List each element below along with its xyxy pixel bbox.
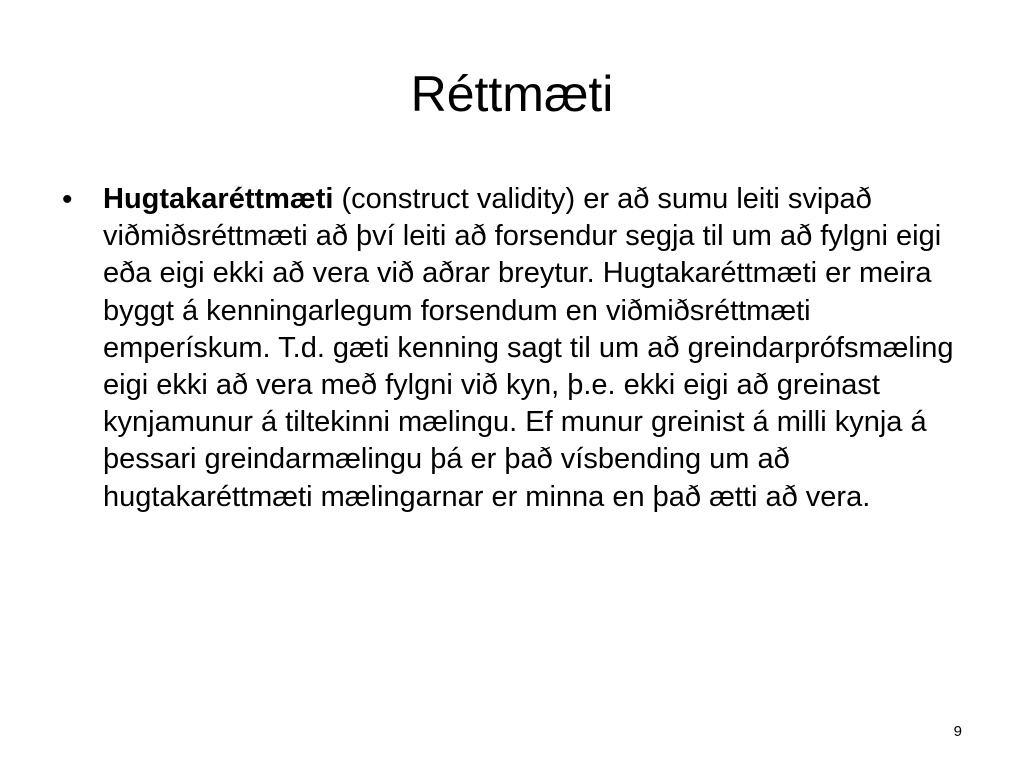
bullet-gloss: (construct validity) er að sumu	[333, 183, 737, 215]
bullet-body: leiti svipað viðmiðsréttmæti að því leiti að forsendur segja til um að fylgni eigi eða eigi ekki að vera við aðrar breytur. Hugtakaréttmæti er meira byggt á kenningarlegum forsendum en viðmiðsréttmæti emperískum. T.d. gæti kenning sagt til um að greindarprófsmæling eigi ekki að vera með fylgni við kyn, þ.e. ekki eigi að greinast kynjamunur á tiltekinni mælingu. Ef munur greinist á milli kynja á þessari greindarmælingu þá er það vísbending um að hugtakaréttmæti mælingarnar er minna en það ætti að vera.	[103, 183, 954, 513]
page-number: 9	[953, 723, 962, 740]
bullet-text	[103, 181, 958, 516]
slide-body	[60, 181, 960, 516]
bullet-term: Hugtakaréttmæti	[103, 183, 334, 215]
bullet-icon: •	[62, 183, 73, 216]
bullet-item	[60, 181, 960, 516]
slide-title: Réttmæti	[410, 66, 614, 122]
